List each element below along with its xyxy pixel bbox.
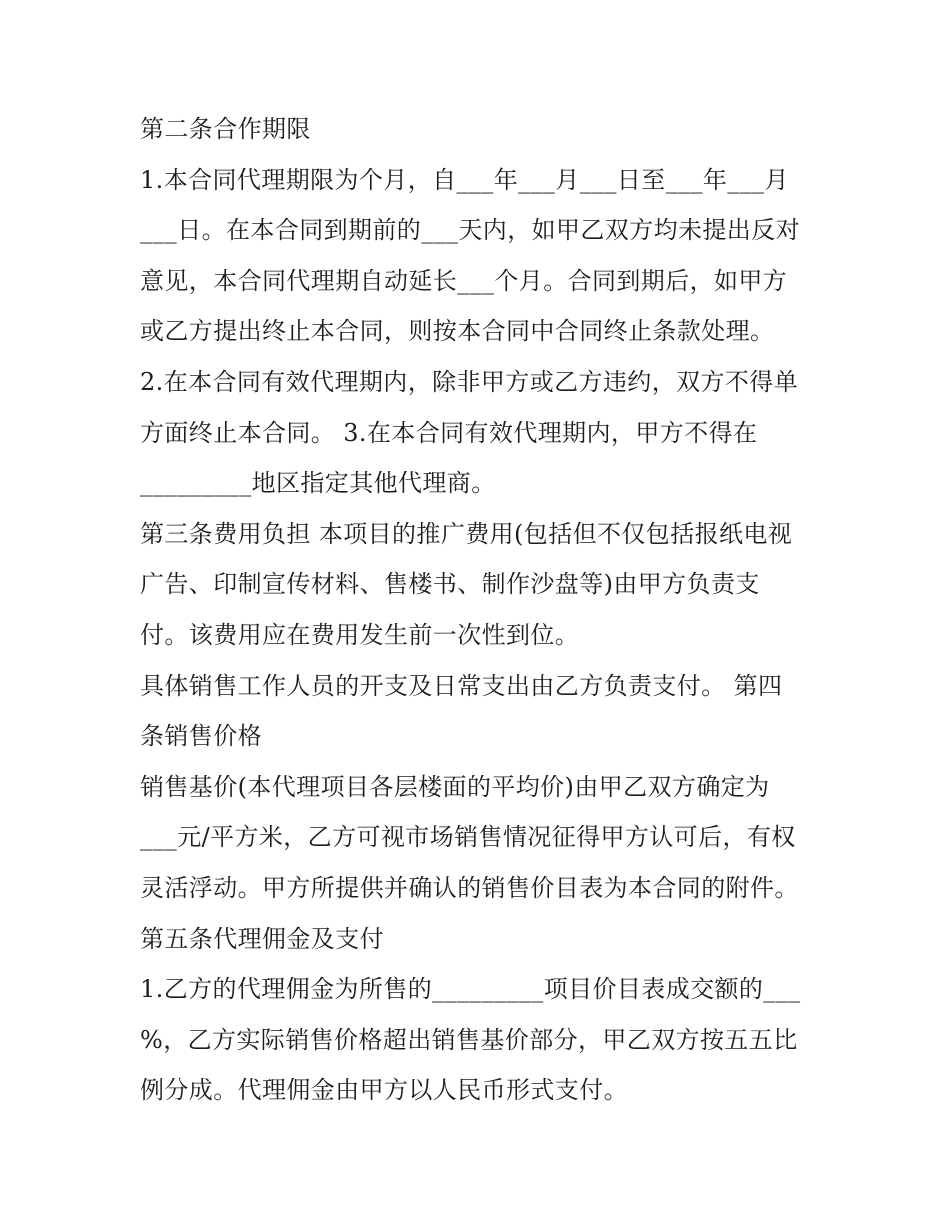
text-line-1: 1.本合同代理期限为个月，自___年___月___日至___年___月	[140, 166, 789, 194]
text-line-9: 广告、印制宣传材料、售楼书、制作沙盘等)由甲方负责支	[140, 570, 760, 598]
heading-article-5: 第五条代理佣金及支付	[140, 925, 384, 953]
text-line-14: ___元/平方米，乙方可视市场销售情况征得甲方认可后，有权	[140, 823, 796, 851]
heading-article-3: 第三条费用负担 本项目的推广费用(包括但不仅包括报纸电视	[140, 520, 793, 548]
text-line-4: 或乙方提出终止本合同，则按本合同中合同终止条款处理。	[140, 317, 775, 345]
text-line-2: ___日。在本合同到期前的___天内，如甲乙双方均未提出反对	[140, 216, 800, 244]
text-line-5: 2.在本合同有效代理期内，除非甲方或乙方违约，双方不得单	[140, 368, 799, 396]
text-line-11: 具体销售工作人员的开支及日常支出由乙方负责支付。 第四	[140, 672, 783, 700]
text-line-3: 意见，本合同代理期自动延长___个月。合同到期后，如甲方	[140, 267, 788, 295]
text-line-13: 销售基价(本代理项目各层楼面的平均价)由甲乙双方确定为	[140, 773, 770, 801]
text-line-10: 付。该费用应在费用发生前一次性到位。	[140, 621, 580, 649]
text-line-7: _________地区指定其他代理商。	[140, 469, 496, 497]
text-line-6: 方面终止本合同。 3.在本合同有效代理期内，甲方不得在	[140, 419, 758, 447]
heading-article-4: 条销售价格	[140, 722, 262, 750]
text-line-19: 例分成。代理佣金由甲方以人民币形式支付。	[140, 1076, 628, 1104]
text-line-15: 灵活浮动。甲方所提供并确认的销售价目表为本合同的附件。	[140, 874, 799, 902]
heading-article-2: 第二条合作期限	[140, 115, 311, 143]
text-line-17: 1.乙方的代理佣金为所售的_________项目价目表成交额的___	[140, 975, 801, 1003]
text-line-18: %，乙方实际销售价格超出销售基价部分，甲乙双方按五五比	[140, 1026, 798, 1054]
